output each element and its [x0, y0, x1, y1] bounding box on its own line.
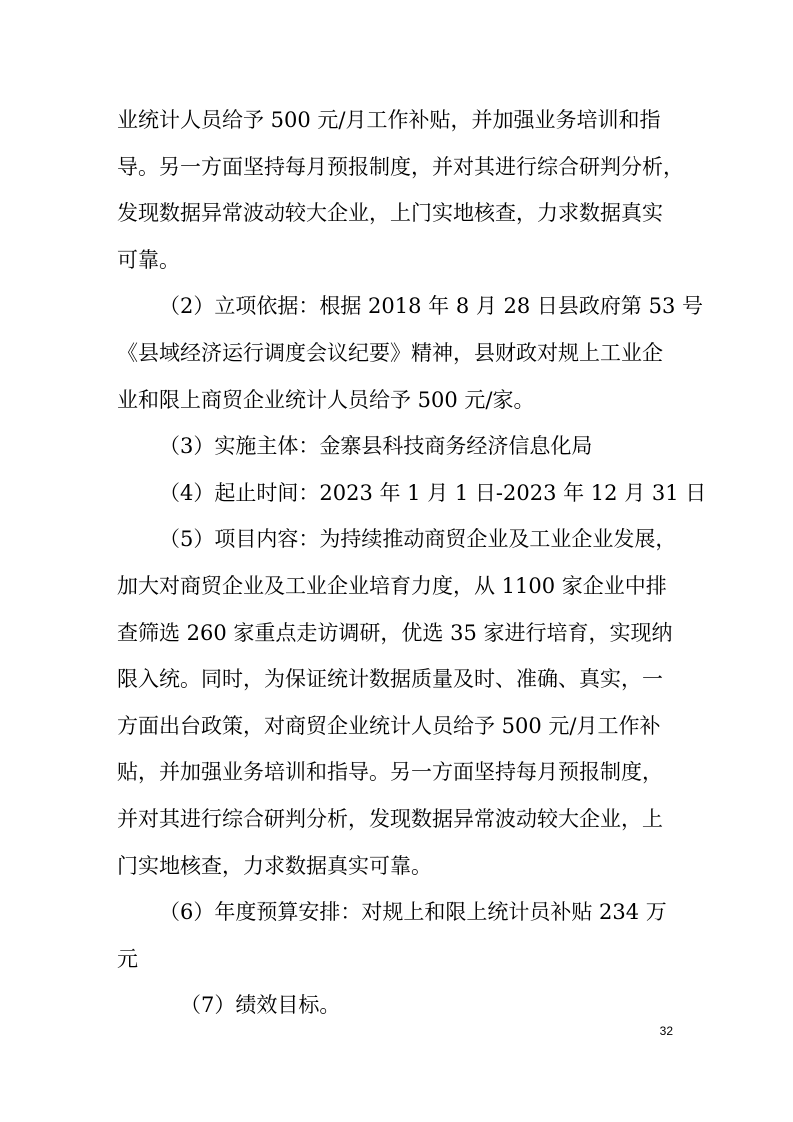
text-line: （7）绩效目标。: [180, 993, 341, 1018]
text-line: 门实地核查，力求数据真实可靠。: [117, 853, 432, 878]
text-line: 并对其进行综合研判分析，发现数据异常波动较大企业，上: [117, 806, 663, 831]
text-line: 加大对商贸企业及工业企业培育力度，从 1100 家企业中排: [117, 573, 667, 598]
body-text: [117, 97, 707, 1029]
text-line: 限入统。同时，为保证统计数据质量及时、准确、真实，一: [117, 667, 663, 692]
text-line: 贴，并加强业务培训和指导。另一方面坚持每月预报制度，: [117, 760, 663, 785]
text-line: 业统计人员给予 500 元/月工作补贴，并加强业务培训和指: [117, 108, 661, 132]
text-line: 元: [117, 946, 138, 971]
text-line: 发现数据异常波动较大企业，上门实地核查，力求数据真实: [117, 201, 663, 226]
text-line: 查筛选 260 家重点走访调研，优选 35 家进行培育，实现纳: [117, 620, 673, 645]
text-line: 方面出台政策，对商贸企业统计人员给予 500 元/月工作补: [117, 713, 661, 738]
text-line: （2）立项依据：根据 2018 年 8 月 28 日县政府第 53 号: [159, 294, 704, 319]
text-line: （5）项目内容：为持续推动商贸企业及工业企业发展，: [159, 527, 677, 552]
text-line: （6）年度预算安排：对规上和限上统计员补贴 234 万: [159, 900, 667, 925]
text-line: 导。另一方面坚持每月预报制度，并对其进行综合研判分析，: [117, 154, 684, 179]
text-line: 业和限上商贸企业统计人员给予 500 元/家。: [117, 387, 535, 412]
text-line: 可靠。: [117, 247, 180, 272]
text-line: （4）起止时间：2023 年 1 月 1 日-2023 年 12 月 31 日: [159, 480, 707, 505]
text-line: （3）实施主体：金寨县科技商务经济信息化局: [159, 434, 593, 459]
page-number: 32: [659, 1024, 673, 1038]
text-line: 《县域经济运行调度会议纪要》精神，县财政对规上工业企: [117, 340, 663, 365]
